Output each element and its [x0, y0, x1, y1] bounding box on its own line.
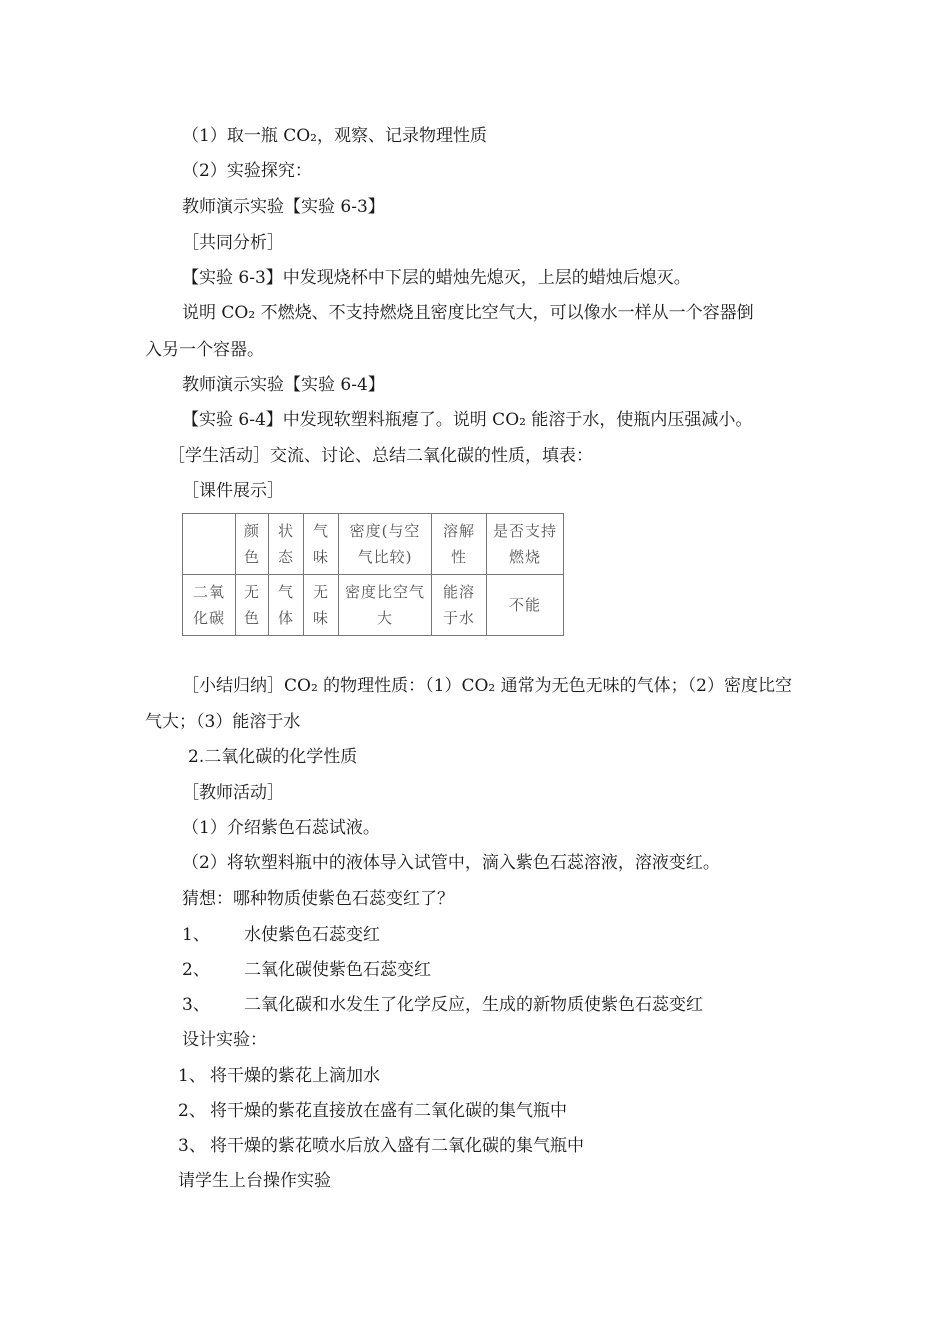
list-number: 3、 — [182, 995, 210, 1015]
text-line: 入另一个容器。 — [145, 340, 264, 360]
list-number: 2、 — [178, 1101, 206, 1121]
list-number: 2、 — [182, 960, 210, 980]
list-text: 将干燥的紫花直接放在盛有二氧化碳的集气瓶中 — [210, 1101, 567, 1121]
text-line: 请学生上台操作实验 — [178, 1171, 331, 1191]
list-item — [178, 1065, 380, 1087]
table-cell: 无色 — [236, 575, 269, 636]
table-cell: 密度比空气大 — [339, 575, 432, 636]
text-line: 猜想：哪种物质使紫色石蕊变红了？ — [182, 889, 454, 909]
text-line: 【实验 6-4】中发现软塑料瓶瘪了。说明 CO₂ 能溶于水，使瓶内压强减小。 — [182, 410, 753, 430]
table-header-row — [183, 514, 564, 575]
table-header-cell: 密度(与空气比较) — [339, 514, 432, 575]
text-line: （1）取一瓶 CO₂，观察、记录物理性质 — [182, 126, 487, 146]
text-line: ［共同分析］ — [182, 233, 284, 253]
text-line: ［课件展示］ — [182, 481, 284, 501]
text-line: ［教师活动］ — [182, 783, 284, 803]
list-item — [182, 924, 380, 946]
text-line: 说明 CO₂ 不燃烧、不支持燃烧且密度比空气大，可以像水一样从一个容器倒 — [182, 303, 754, 323]
list-text: 二氧化碳使紫色石蕊变红 — [244, 960, 431, 980]
text-line: 教师演示实验【实验 6-3】 — [182, 197, 385, 217]
table-cell: 气体 — [269, 575, 304, 636]
list-number: 3、 — [178, 1136, 206, 1156]
text-line: 气大；（3）能溶于水 — [145, 712, 301, 732]
text-line: （1）介绍紫色石蕊试液。 — [182, 818, 380, 838]
table-cell: 无味 — [304, 575, 339, 636]
text-line: 设计实验： — [182, 1030, 267, 1050]
table-header-cell: 气味 — [304, 514, 339, 575]
properties-table — [182, 513, 564, 636]
list-number: 1、 — [178, 1066, 206, 1086]
text-line: （2）实验探究： — [182, 161, 312, 181]
list-item — [178, 1100, 567, 1122]
table-header-cell: 是否支持燃烧 — [487, 514, 564, 575]
list-number: 1、 — [182, 925, 210, 945]
section-heading: 2.二氧化碳的化学性质 — [188, 747, 358, 767]
table-header-cell: 溶解性 — [432, 514, 487, 575]
table-cell: 能溶于水 — [432, 575, 487, 636]
list-text: 将干燥的紫花喷水后放入盛有二氧化碳的集气瓶中 — [210, 1136, 584, 1156]
text-line: ［学生活动］交流、讨论、总结二氧化碳的性质，填表： — [168, 446, 593, 466]
table-row — [183, 575, 564, 636]
text-line: （2）将软塑料瓶中的液体导入试管中，滴入紫色石蕊溶液，溶液变红。 — [182, 853, 720, 873]
text-line: 教师演示实验【实验 6-4】 — [182, 375, 385, 395]
table-header-cell — [183, 514, 236, 575]
table-header-cell: 状态 — [269, 514, 304, 575]
text-line: ［小结归纳］CO₂ 的物理性质：（1）CO₂ 通常为无色无味的气体；（2）密度比空 — [182, 676, 792, 696]
text-line: 【实验 6-3】中发现烧杯中下层的蜡烛先熄灭，上层的蜡烛后熄灭。 — [182, 268, 691, 288]
list-text: 水使紫色石蕊变红 — [244, 925, 380, 945]
table-cell: 二氧化碳 — [183, 575, 236, 636]
list-item — [178, 1135, 584, 1157]
list-text: 二氧化碳和水发生了化学反应，生成的新物质使紫色石蕊变红 — [244, 995, 703, 1015]
list-item — [182, 994, 703, 1016]
list-text: 将干燥的紫花上滴加水 — [210, 1066, 380, 1086]
list-item — [182, 959, 431, 981]
table-header-cell: 颜色 — [236, 514, 269, 575]
table-cell: 不能 — [487, 575, 564, 636]
